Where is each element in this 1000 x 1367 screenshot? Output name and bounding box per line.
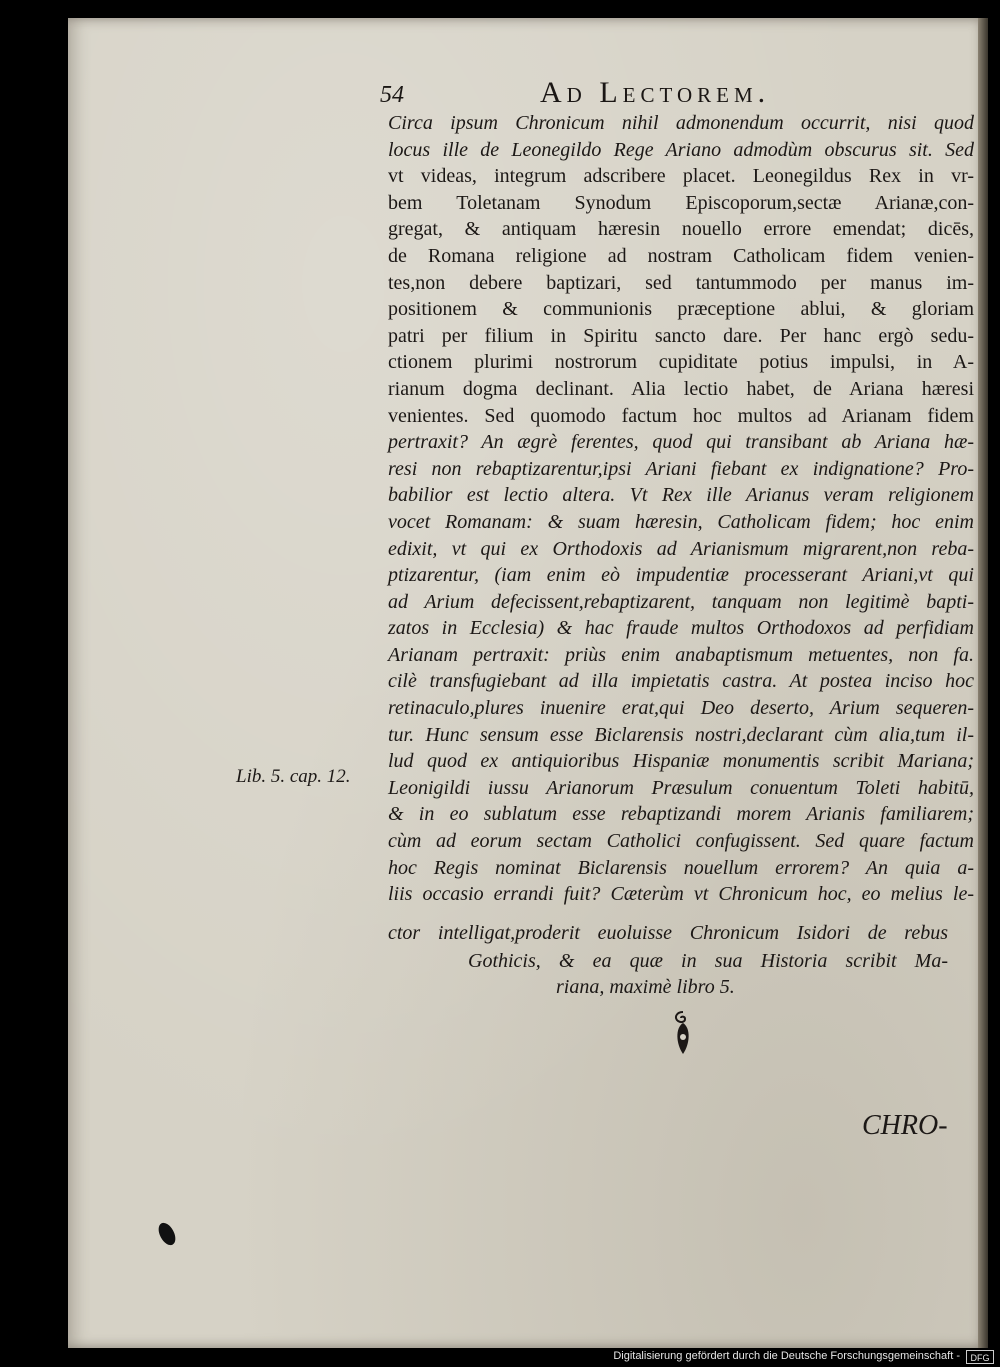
text-line: venientes. Sed quomodo factum hoc multos ad Arianam fidem (388, 404, 974, 427)
catchword: CHRO- (862, 1110, 948, 1141)
text-line: cùm ad eorum sectam Catholici confugissent. Sed quare factum (388, 830, 974, 853)
text-line: rianum dogma declinant. Alia lectio habet, de Ariana hæresi (388, 377, 974, 400)
text-line: tes,non debere baptizari, sed tantummodo per manus im- (388, 271, 974, 294)
text-line: riana, maximè libro 5. (556, 976, 735, 998)
text-line: vocet Romanam: & suam hæresin, Catholicam fidem; hoc enim (388, 510, 974, 533)
fleuron-ornament-icon (668, 1010, 698, 1058)
text-line: babilior est lectio altera. Vt Rex ille Arianus veram religionem (388, 484, 974, 507)
footer-bar (0, 1348, 1000, 1367)
page-edge (978, 18, 988, 1348)
text-line: ctor intelligat,proderit euoluisse Chronicum Isidori de rebus (388, 922, 948, 944)
text-line: patri per filium in Spiritu sancto dare. Per hanc ergò sedu- (388, 324, 974, 347)
running-head (0, 76, 1000, 110)
main-text-block (388, 110, 974, 908)
text-line: gregat, & antiquam hæresin nouello errore emendat; dicēs, (388, 218, 974, 241)
text-line: resi non rebaptizarentur,ipsi Ariani fiebant ex indignatione? Pro- (388, 457, 974, 480)
text-line: zatos in Ecclesia) & hac fraude multos Orthodoxos ad perfidiam (388, 617, 974, 640)
text-line: tur. Hunc sensum esse Biclarensis nostri,declarant cùm alia,tum il- (388, 723, 974, 746)
text-line: retinaculo,plures inuenire erat,qui Deo deserto, Arium sequeren- (388, 697, 974, 720)
text-line: de Romana religione ad nostram Catholicam fidem venien- (388, 244, 974, 267)
text-line: locus ille de Leonegildo Rege Ariano admodùm obscurus sit. Sed (388, 138, 974, 161)
page-number: 54 (380, 82, 404, 108)
text-line: Arianam pertraxit: priùs enim anabaptismum metuentes, non fa. (388, 643, 974, 666)
dfg-logo-icon: DFG (966, 1350, 994, 1364)
text-line: ctionem plurimi nostrorum cupiditate potius impulsi, in A- (388, 351, 974, 374)
text-line: liis occasio errandi fuit? Cæterùm vt Chronicum hoc, eo melius le- (388, 883, 974, 906)
text-line: pertraxit? An ægrè ferentes, quod qui transibant ab Ariana hæ- (388, 431, 974, 454)
text-line: Gothicis, & ea quæ in sua Historia scribit Ma- (468, 950, 948, 972)
text-line: ptizarentur, (iam enim eò impudentiæ processerant Ariani,vt qui (388, 564, 974, 587)
funding-credit: Digitalisierung gefördert durch die Deutsche Forschungsgemeinschaft - (613, 1350, 960, 1362)
text-line: hoc Regis nominat Biclarensis nouellum errorem? An quia a- (388, 856, 974, 879)
text-line: Leonigildi iussu Arianorum Præsulum conuentum Toleti habitū, (388, 776, 974, 799)
text-line: & in eo sublatum esse rebaptizandi morem Arianis familiarem; (388, 803, 974, 826)
page-title: Ad Lectorem. (540, 76, 771, 109)
text-line: lud quod ex antiquioribus Hispaniæ monumentis scribit Mariana; (388, 750, 974, 773)
text-line: positionem & communionis præceptione ablui, & gloriam (388, 298, 974, 321)
text-line: edixit, vt qui ex Orthodoxis ad Arianismum migrarent,non reba- (388, 537, 974, 560)
text-line: Circa ipsum Chronicum nihil admonendum occurrit, nisi quod (388, 112, 974, 134)
text-line: bem Toletanam Synodum Episcoporum,sectæ Arianæ,con- (388, 191, 974, 214)
margin-note: Lib. 5. cap. 12. (236, 766, 351, 787)
text-line: vt videas, integrum adscribere placet. Leonegildus Rex in vr- (388, 165, 974, 188)
text-line: cilè transfugiebant ad illa impietatis castra. At postea inciso hoc (388, 670, 974, 693)
text-line: ad Arium defecissent,rebaptizarent, tanquam non legitimè bapti- (388, 590, 974, 613)
